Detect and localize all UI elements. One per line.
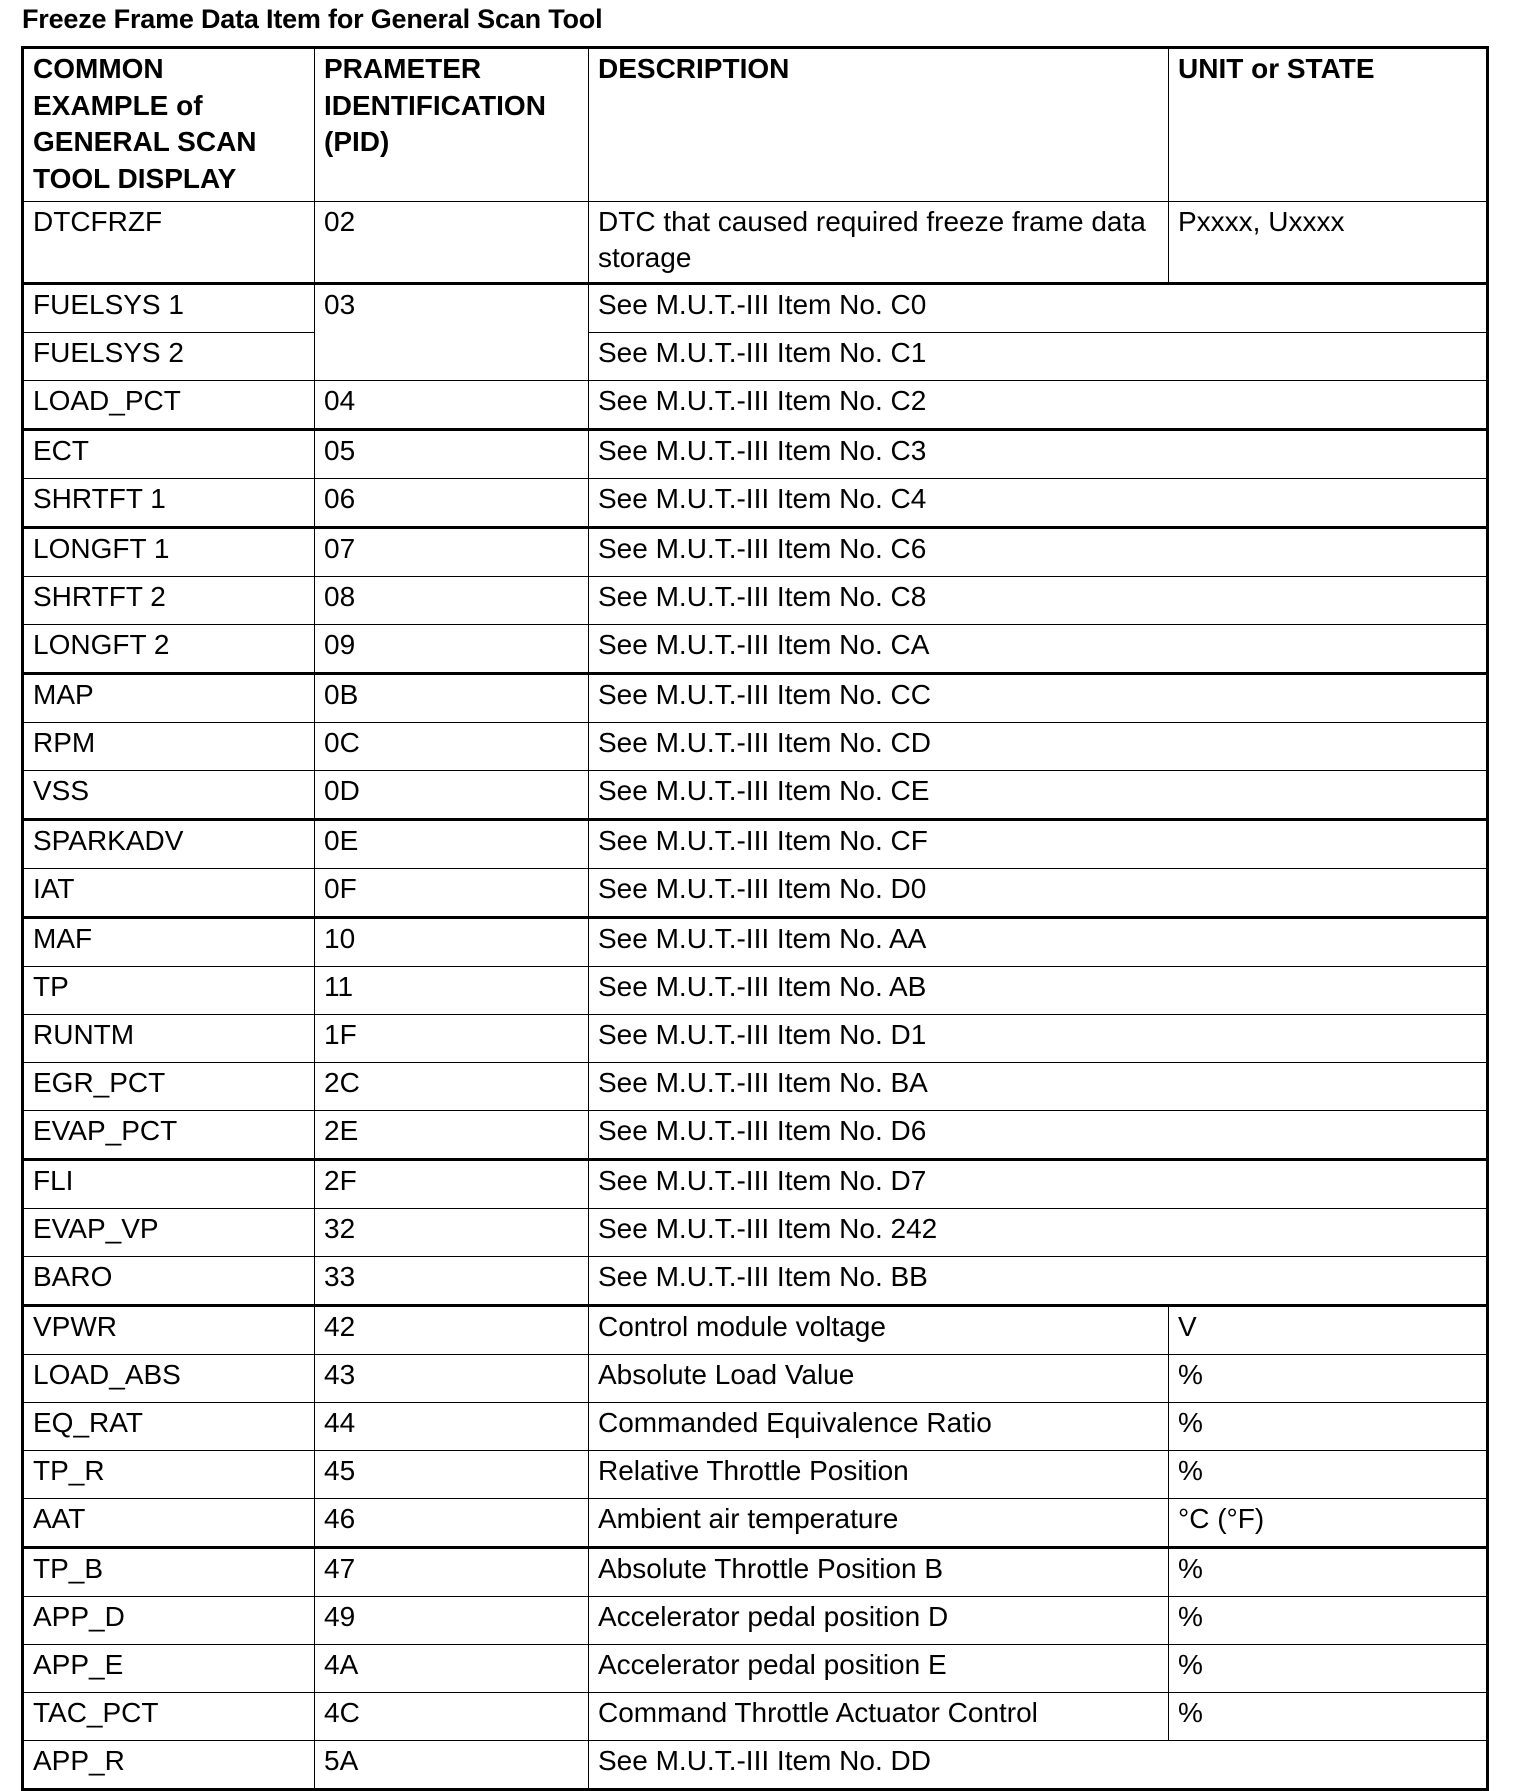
table-row xyxy=(23,284,1488,333)
table-row xyxy=(23,1403,1488,1451)
cell-display: FLI xyxy=(23,1160,315,1209)
cell-pid: 2C xyxy=(315,1063,589,1111)
cell-description: See M.U.T.-III Item No. C1 xyxy=(589,333,1488,381)
cell-display: MAF xyxy=(23,918,315,967)
table-row xyxy=(23,381,1488,430)
cell-description: See M.U.T.-III Item No. CE xyxy=(589,771,1488,820)
cell-pid: 33 xyxy=(315,1257,589,1306)
cell-description: Control module voltage xyxy=(589,1306,1169,1355)
cell-display: EVAP_VP xyxy=(23,1209,315,1257)
cell-unit: °C (°F) xyxy=(1169,1499,1488,1548)
column-header-unit: UNIT or STATE xyxy=(1169,48,1488,202)
table-row xyxy=(23,202,1488,284)
table-row xyxy=(23,771,1488,820)
cell-display: SHRTFT 1 xyxy=(23,479,315,528)
cell-pid: 06 xyxy=(315,479,589,528)
cell-display: BARO xyxy=(23,1257,315,1306)
table-row xyxy=(23,528,1488,577)
cell-description: See M.U.T.-III Item No. DD xyxy=(589,1741,1488,1790)
cell-display: LOAD_ABS xyxy=(23,1355,315,1403)
cell-pid: 05 xyxy=(315,430,589,479)
cell-unit: % xyxy=(1169,1548,1488,1597)
cell-description: See M.U.T.-III Item No. D7 xyxy=(589,1160,1488,1209)
cell-description: See M.U.T.-III Item No. CD xyxy=(589,723,1488,771)
cell-description: DTC that caused required freeze frame data storage xyxy=(589,202,1169,284)
cell-description: See M.U.T.-III Item No. C0 xyxy=(589,284,1488,333)
cell-unit: % xyxy=(1169,1693,1488,1741)
table-row xyxy=(23,1548,1488,1597)
column-header-pid: PRAMETER IDENTIFICATION (PID) xyxy=(315,48,589,202)
cell-pid: 03 xyxy=(315,284,589,381)
cell-display: FUELSYS 1 xyxy=(23,284,315,333)
table-row xyxy=(23,1645,1488,1693)
cell-pid: 11 xyxy=(315,967,589,1015)
cell-description: Ambient air temperature xyxy=(589,1499,1169,1548)
cell-pid: 4C xyxy=(315,1693,589,1741)
cell-pid: 5A xyxy=(315,1741,589,1790)
cell-unit: Pxxxx, Uxxxx xyxy=(1169,202,1488,284)
cell-unit: % xyxy=(1169,1451,1488,1499)
table-row xyxy=(23,1741,1488,1790)
cell-pid: 2F xyxy=(315,1160,589,1209)
freeze-frame-table xyxy=(21,46,1489,1791)
cell-pid: 08 xyxy=(315,577,589,625)
cell-pid: 43 xyxy=(315,1355,589,1403)
cell-pid: 49 xyxy=(315,1597,589,1645)
cell-display: MAP xyxy=(23,674,315,723)
cell-description: See M.U.T.-III Item No. CF xyxy=(589,820,1488,869)
table-row xyxy=(23,1209,1488,1257)
cell-display: TP_R xyxy=(23,1451,315,1499)
cell-description: See M.U.T.-III Item No. C6 xyxy=(589,528,1488,577)
cell-pid: 07 xyxy=(315,528,589,577)
cell-display: SPARKADV xyxy=(23,820,315,869)
cell-description: See M.U.T.-III Item No. D1 xyxy=(589,1015,1488,1063)
cell-description: See M.U.T.-III Item No. CA xyxy=(589,625,1488,674)
table-row xyxy=(23,869,1488,918)
table-row xyxy=(23,625,1488,674)
cell-unit: % xyxy=(1169,1403,1488,1451)
cell-description: See M.U.T.-III Item No. CC xyxy=(589,674,1488,723)
document-title: Freeze Frame Data Item for General Scan Tool xyxy=(22,4,603,34)
cell-display: RPM xyxy=(23,723,315,771)
cell-pid: 0D xyxy=(315,771,589,820)
table-row xyxy=(23,1111,1488,1160)
cell-description: See M.U.T.-III Item No. AB xyxy=(589,967,1488,1015)
table-row xyxy=(23,479,1488,528)
cell-pid: 44 xyxy=(315,1403,589,1451)
cell-display: TP xyxy=(23,967,315,1015)
cell-display: EGR_PCT xyxy=(23,1063,315,1111)
column-header-display: COMMON EXAMPLE of GENERAL SCAN TOOL DISPLAY xyxy=(23,48,315,202)
cell-display: SHRTFT 2 xyxy=(23,577,315,625)
cell-display: EQ_RAT xyxy=(23,1403,315,1451)
cell-display: TAC_PCT xyxy=(23,1693,315,1741)
cell-pid: 0B xyxy=(315,674,589,723)
cell-pid: 42 xyxy=(315,1306,589,1355)
cell-display: VPWR xyxy=(23,1306,315,1355)
table-row xyxy=(23,820,1488,869)
cell-description: Absolute Load Value xyxy=(589,1355,1169,1403)
cell-pid: 0C xyxy=(315,723,589,771)
cell-display: VSS xyxy=(23,771,315,820)
table-row xyxy=(23,1597,1488,1645)
cell-pid: 1F xyxy=(315,1015,589,1063)
cell-pid: 47 xyxy=(315,1548,589,1597)
cell-description: See M.U.T.-III Item No. C8 xyxy=(589,577,1488,625)
cell-display: IAT xyxy=(23,869,315,918)
table-row xyxy=(23,1499,1488,1548)
cell-display: RUNTM xyxy=(23,1015,315,1063)
table-row xyxy=(23,1451,1488,1499)
table-row xyxy=(23,1355,1488,1403)
table-row xyxy=(23,674,1488,723)
cell-description: See M.U.T.-III Item No. C3 xyxy=(589,430,1488,479)
cell-display: APP_E xyxy=(23,1645,315,1693)
cell-description: Commanded Equivalence Ratio xyxy=(589,1403,1169,1451)
cell-display: APP_R xyxy=(23,1741,315,1790)
cell-description: See M.U.T.-III Item No. AA xyxy=(589,918,1488,967)
cell-pid: 0E xyxy=(315,820,589,869)
cell-description: See M.U.T.-III Item No. 242 xyxy=(589,1209,1488,1257)
table-header-row xyxy=(23,48,1488,202)
cell-unit: % xyxy=(1169,1355,1488,1403)
cell-display: LOAD_PCT xyxy=(23,381,315,430)
table-row xyxy=(23,333,1488,381)
cell-display: FUELSYS 2 xyxy=(23,333,315,381)
cell-pid: 02 xyxy=(315,202,589,284)
cell-pid: 0F xyxy=(315,869,589,918)
cell-pid: 10 xyxy=(315,918,589,967)
cell-display: TP_B xyxy=(23,1548,315,1597)
cell-description: See M.U.T.-III Item No. D6 xyxy=(589,1111,1488,1160)
table-row xyxy=(23,967,1488,1015)
cell-description: Accelerator pedal position D xyxy=(589,1597,1169,1645)
cell-description: Command Throttle Actuator Control xyxy=(589,1693,1169,1741)
cell-pid: 09 xyxy=(315,625,589,674)
cell-display: EVAP_PCT xyxy=(23,1111,315,1160)
table-row xyxy=(23,918,1488,967)
table-row xyxy=(23,1015,1488,1063)
table-row xyxy=(23,577,1488,625)
cell-display: APP_D xyxy=(23,1597,315,1645)
cell-description: See M.U.T.-III Item No. C2 xyxy=(589,381,1488,430)
cell-pid: 4A xyxy=(315,1645,589,1693)
cell-display: LONGFT 2 xyxy=(23,625,315,674)
cell-description: See M.U.T.-III Item No. D0 xyxy=(589,869,1488,918)
cell-pid: 32 xyxy=(315,1209,589,1257)
cell-unit: % xyxy=(1169,1597,1488,1645)
cell-description: Relative Throttle Position xyxy=(589,1451,1169,1499)
table-row xyxy=(23,1306,1488,1355)
table-row xyxy=(23,1257,1488,1306)
cell-display: ECT xyxy=(23,430,315,479)
cell-pid: 04 xyxy=(315,381,589,430)
table-row xyxy=(23,1063,1488,1111)
cell-unit: V xyxy=(1169,1306,1488,1355)
cell-description: See M.U.T.-III Item No. BB xyxy=(589,1257,1488,1306)
table-row xyxy=(23,723,1488,771)
cell-display: DTCFRZF xyxy=(23,202,315,284)
cell-pid: 46 xyxy=(315,1499,589,1548)
cell-description: Absolute Throttle Position B xyxy=(589,1548,1169,1597)
table-row xyxy=(23,1693,1488,1741)
cell-display: AAT xyxy=(23,1499,315,1548)
table-row xyxy=(23,430,1488,479)
cell-description: See M.U.T.-III Item No. BA xyxy=(589,1063,1488,1111)
table-row xyxy=(23,1160,1488,1209)
cell-pid: 45 xyxy=(315,1451,589,1499)
cell-description: See M.U.T.-III Item No. C4 xyxy=(589,479,1488,528)
cell-display: LONGFT 1 xyxy=(23,528,315,577)
column-header-description: DESCRIPTION xyxy=(589,48,1169,202)
cell-unit: % xyxy=(1169,1645,1488,1693)
cell-pid: 2E xyxy=(315,1111,589,1160)
cell-description: Accelerator pedal position E xyxy=(589,1645,1169,1693)
